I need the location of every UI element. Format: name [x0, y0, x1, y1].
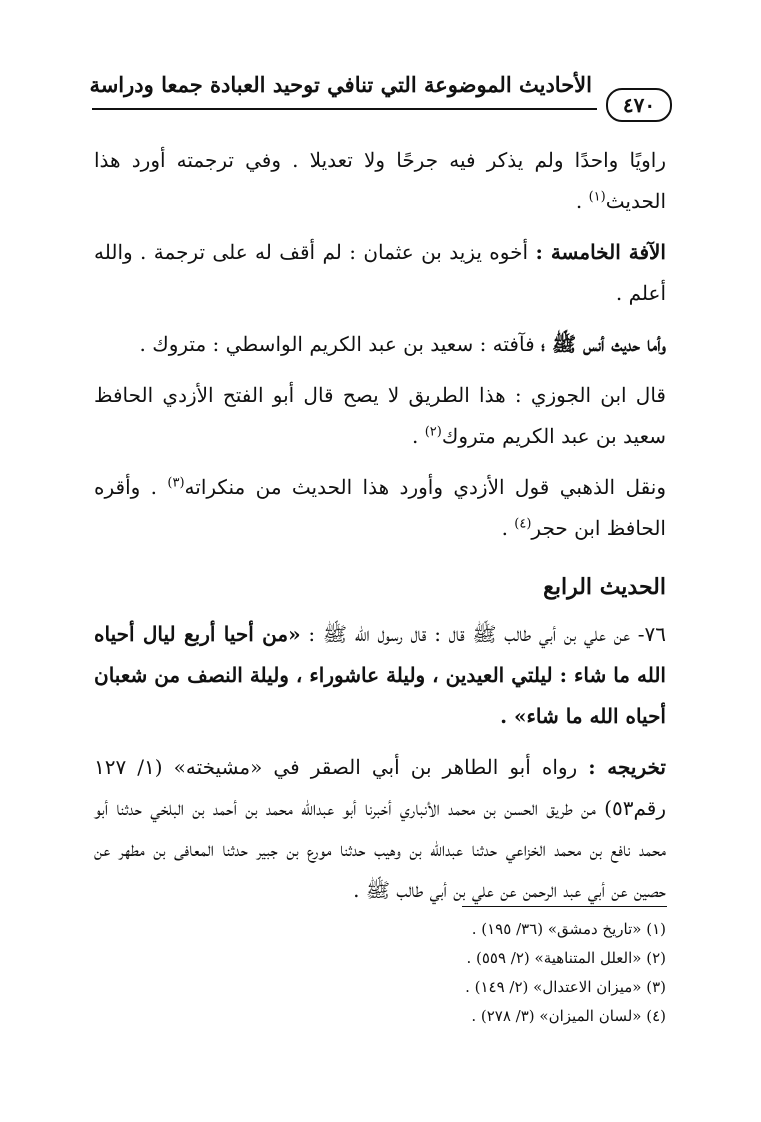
paragraph-1 — [94, 140, 666, 222]
paragraph-5-end: . — [501, 516, 515, 540]
hadith-intro: ٧٦- عن علي بن أبي طالب ﷺ قال : قال رسول الله ﷺ : — [300, 622, 667, 646]
running-title: الأحاديث الموضوعة التي تنافي توحيد العبادة جمعا ودراسة — [89, 72, 592, 97]
paragraph-2 — [94, 232, 666, 314]
paragraph-4-text: قال ابن الجوزي : هذا الطريق لا يصح قال أبو الفتح الأزدي الحافظ سعيد بن عبد الكريم متروك — [94, 383, 666, 448]
takhrij-label: تخريجه : — [588, 755, 666, 779]
footnote-ref-1: (١) — [588, 189, 606, 205]
paragraph-2-text: أخوه يزيد بن عثمان : لم أقف له على ترجمة . والله أعلم . — [94, 240, 666, 305]
paragraph-5-mid: . وأقره الحافظ ابن حجر — [94, 475, 666, 540]
paragraph-1-end: . — [575, 189, 589, 213]
footnote-ref-3: (٣) — [167, 475, 185, 491]
hadith-text: «من أحيا أربع ليال أحياه الله ما شاء : ليلتي العيدين ، وليلة عاشوراء ، وليلة النصف من شعبان أحياه الله ما شاء» . — [94, 622, 666, 728]
footnote-ref-4: (٤) — [514, 516, 532, 532]
paragraph-4 — [94, 375, 666, 457]
paragraph-2-label: الآفة الخامسة : — [535, 240, 666, 264]
page-number: ٤٧٠ — [606, 88, 672, 122]
paragraph-5-text: ونقل الذهبي قول الأزدي وأورد هذا الحديث من منكراته — [184, 475, 666, 499]
header-rule — [92, 108, 597, 110]
takhrij-paragraph — [94, 747, 666, 911]
footnotes — [94, 915, 666, 1031]
section-title: الحديث الرابع — [543, 574, 666, 600]
takhrij-text: رواه أبو الطاهر بن أبي الصقر في «مشيخته» (١/ ١٢٧ رقم٥٣) من طريق الحسن بن محمد الأنباري أخبرنا أبو عبدالله محمد بن أحمد بن البلخي حدثنا أبو محمد نافع بن محمد الخزاعي حدثنا عبدالله بن وهيب حدثنا مورع بن جبير حدثنا المعافى بن مطهر عن حصين عن أبي عبد الرحمن عن علي بن أبي طالب ﷺ . — [94, 755, 666, 902]
footnote-ref-2: (٢) — [424, 424, 442, 440]
footnote-3: (٣) «ميزان الاعتدال» (٢/ ١٤٩) . — [465, 978, 666, 996]
footnote-4: (٤) «لسان الميزان» (٣/ ٢٧٨) . — [471, 1007, 666, 1025]
paragraph-1-text: راويًا واحدًا ولم يذكر فيه جرحًا ولا تعديلا . وفي ترجمته أورد هذا الحديث — [94, 148, 666, 213]
main-text — [94, 140, 666, 921]
paragraph-3-text: فآفته : سعيد بن عبد الكريم الواسطي : متروك . — [139, 332, 541, 356]
hadith-paragraph — [94, 614, 666, 737]
footnote-rule — [462, 906, 667, 907]
paragraph-4-end: . — [411, 424, 425, 448]
footnote-2: (٢) «العلل المتناهية» (٢/ ٥٥٩) . — [466, 949, 666, 967]
paragraph-5 — [94, 467, 666, 549]
paragraph-3 — [94, 324, 666, 365]
paragraph-3-label: وأما حديث أنس ﷺ ؛ — [541, 332, 666, 356]
footnote-1: (١) «تاريخ دمشق» (٣٦/ ١٩٥) . — [471, 920, 666, 938]
